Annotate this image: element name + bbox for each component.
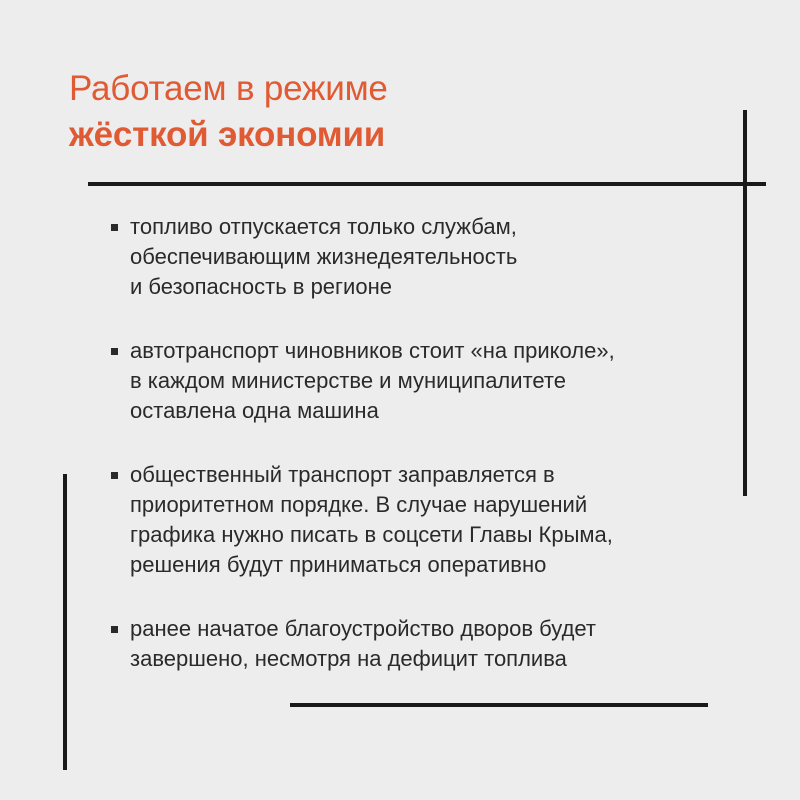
list-item-line: оставлена одна машина xyxy=(130,398,379,423)
list-item xyxy=(106,336,726,426)
list-item-line: ранее начатое благоустройство дворов будет xyxy=(130,616,596,641)
measures-list xyxy=(106,212,726,708)
title-line-1: Работаем в режиме xyxy=(69,69,388,108)
title-line-2: жёсткой экономии xyxy=(69,115,386,154)
list-item-line: решения будут приниматься оперативно xyxy=(130,552,547,577)
bullet-icon xyxy=(111,472,118,479)
list-item-line: графика нужно писать в соцсети Главы Крыма, xyxy=(130,522,613,547)
left-frame-line xyxy=(63,474,67,770)
list-item xyxy=(106,460,726,580)
list-item xyxy=(106,614,726,674)
list-item-line: общественный транспорт заправляется в xyxy=(130,462,555,487)
list-item-line: приоритетном порядке. В случае нарушений xyxy=(130,492,588,517)
list-item-line: автотранспорт чиновников стоит «на приколе», xyxy=(130,338,615,363)
list-item-line: завершено, несмотря на дефицит топлива xyxy=(130,646,567,671)
bullet-icon xyxy=(111,626,118,633)
list-item-line: топливо отпускается только службам, xyxy=(130,214,517,239)
bullet-icon xyxy=(111,224,118,231)
list-item-line: обеспечивающим жизнедеятельность xyxy=(130,244,518,269)
list-item xyxy=(106,212,726,302)
page-title xyxy=(69,66,388,158)
top-divider-line xyxy=(88,182,766,186)
list-item-line: и безопасность в регионе xyxy=(130,274,392,299)
list-item-line: в каждом министерстве и муниципалитете xyxy=(130,368,566,393)
right-frame-line xyxy=(743,110,747,496)
bullet-icon xyxy=(111,348,118,355)
